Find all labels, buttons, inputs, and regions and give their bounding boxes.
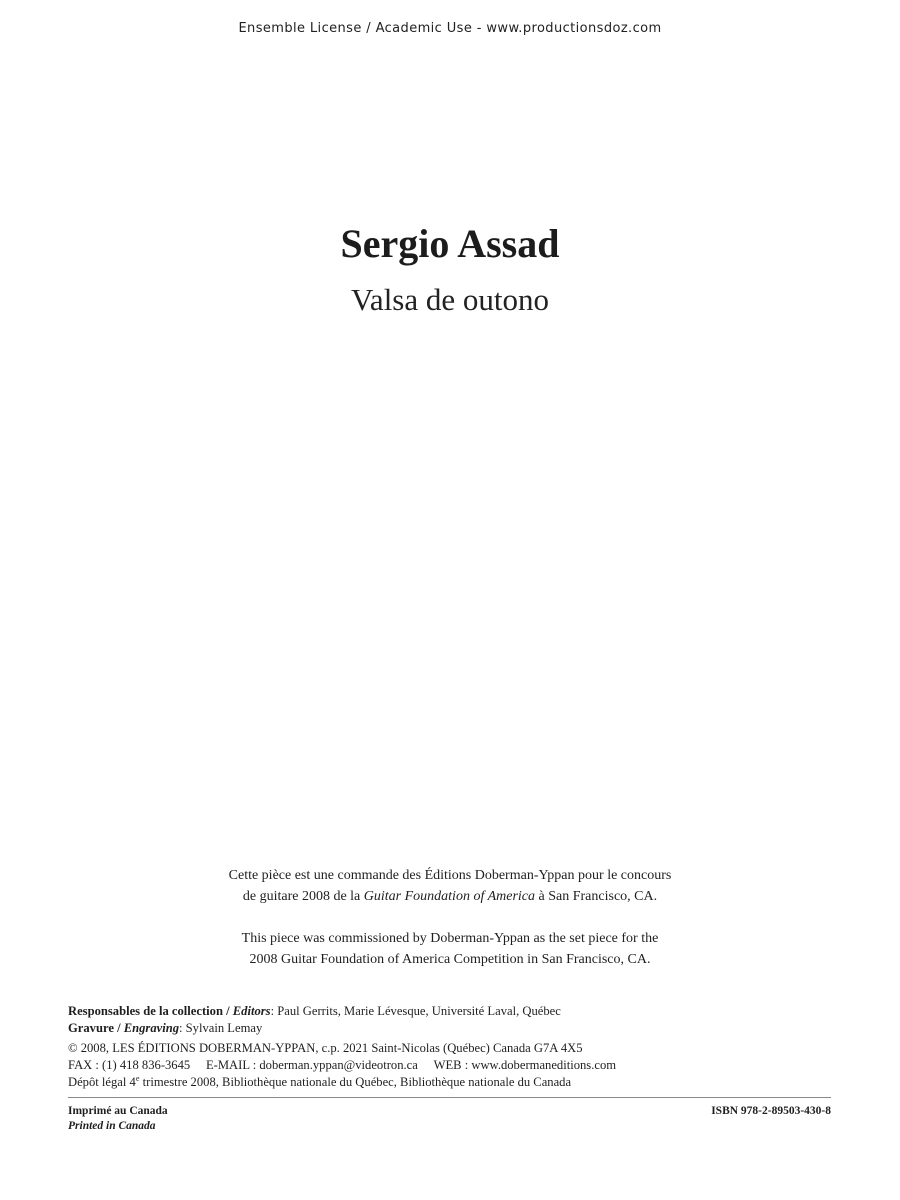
engraving-label-en: Engraving xyxy=(123,1021,180,1035)
contact-line xyxy=(68,1057,838,1074)
commission-fr-line2 xyxy=(0,886,900,907)
website-url: WEB : www.dobermaneditions.com xyxy=(433,1058,617,1072)
editors-line xyxy=(68,1003,838,1020)
engraving-value: : Sylvain Lemay xyxy=(179,1021,263,1035)
email-address: E-MAIL : doberman.yppan@videotron.ca xyxy=(205,1058,418,1072)
editors-value: : Paul Gerrits, Marie Lévesque, Université Laval, Québec xyxy=(270,1004,561,1018)
commission-en-line2: 2008 Guitar Foundation of America Competition in San Francisco, CA. xyxy=(249,952,651,967)
printed-fr: Imprimé au Canada xyxy=(68,1105,168,1117)
engraving-line xyxy=(68,1020,838,1037)
engraving-separator: / xyxy=(113,1021,124,1035)
legal-deposit-ordinal: e xyxy=(135,1073,140,1083)
commission-fr-line1: Cette pièce est une commande des Éditions Doberman-Yppan pour le concours xyxy=(228,868,672,883)
isbn-number: ISBN 978-2-89503-430-8 xyxy=(711,1105,831,1117)
editors-separator: / xyxy=(222,1004,233,1018)
commission-fr-text: de guitare 2008 de la xyxy=(242,889,364,904)
fax-number: FAX : (1) 418 836-3645 xyxy=(68,1058,191,1072)
commission-note-english xyxy=(0,928,900,970)
printed-en: Printed in Canada xyxy=(68,1120,156,1132)
commission-fr-location: à San Francisco, CA. xyxy=(535,889,658,904)
legal-deposit-rest: trimestre 2008, Bibliothèque nationale du Québec, Bibliothèque nationale du Canada xyxy=(139,1075,572,1089)
footer-divider xyxy=(68,1097,831,1098)
legal-deposit-text: Dépôt légal 4 xyxy=(68,1075,136,1089)
piece-title: Valsa de outono xyxy=(350,282,550,317)
commission-note-french xyxy=(0,865,900,907)
commission-fr-organization: Guitar Foundation of America xyxy=(363,889,536,904)
legal-deposit-line xyxy=(68,1074,838,1091)
editors-label-en: Editors xyxy=(232,1004,271,1018)
editors-label-fr: Responsables de la collection xyxy=(68,1004,223,1018)
printed-in-canada xyxy=(68,1104,168,1134)
publication-credits xyxy=(68,1003,838,1091)
license-banner: Ensemble License / Academic Use - www.productionsdoz.com xyxy=(238,21,662,36)
copyright-line: © 2008, LES ÉDITIONS DOBERMAN-YPPAN, c.p. 2021 Saint-Nicolas (Québec) Canada G7A 4X5 xyxy=(68,1041,583,1055)
engraving-label-fr: Gravure xyxy=(68,1021,114,1035)
commission-en-line1: This piece was commissioned by Doberman-Yppan as the set piece for the xyxy=(241,931,659,946)
composer-name: Sergio Assad xyxy=(340,221,560,266)
